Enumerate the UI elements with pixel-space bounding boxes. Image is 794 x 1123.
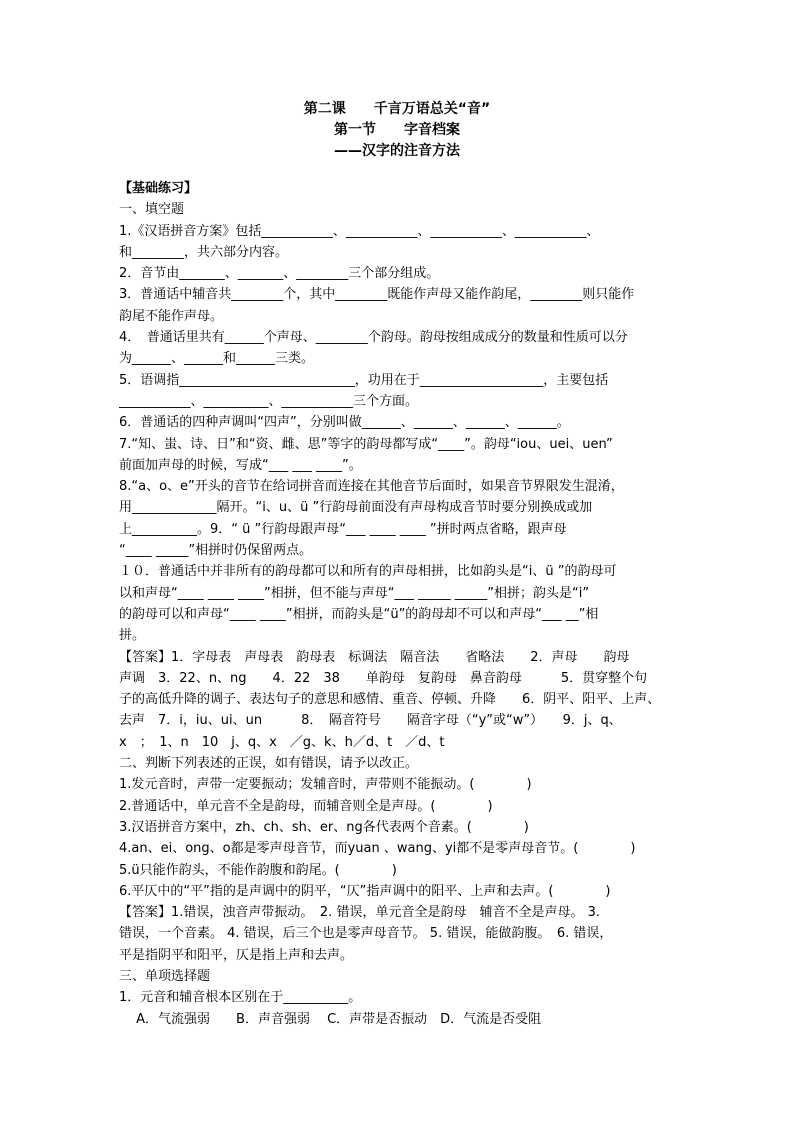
text-line: 的韵母可以和声母“____ ____”相拼，而韵头是“ü”的韵母却不可以和声母“___ __”相 — [119, 606, 599, 622]
text-line: 上__________。9．“ ü ”行韵母跟声母“___ ____ ____ ”拼时两点省略，跟声母 — [119, 521, 567, 537]
text-line: 和________，共六部分内容。 — [119, 244, 289, 260]
text-line: １０．普通话中并非所有的韵母都可以和所有的声母相拼，比如韵头是“i、ü ”的韵母可 — [119, 564, 617, 580]
text-line: 三、单项选择题 — [119, 968, 211, 984]
text-line: 平是指阴平和阳平，仄是指上声和去声。 — [119, 947, 354, 963]
text-line: 5．语调指___________________________，功用在于___________________，主要包括 — [119, 372, 609, 388]
text-line: 用_____________隔开。“i、u、ü ”行韵母前面没有声母构成音节时要分别换成或加 — [119, 500, 593, 516]
text-line: 3．普通话中辅音共________个，其中________既能作声母又能作韵尾，________则只能作 — [119, 287, 635, 303]
text-line: 【答案】1．字母表 声母表 韵母表 标调法 隔音法 省略法 2．声母 韵母 — [119, 649, 630, 665]
text-line: 一、填空题 — [119, 202, 185, 218]
text-line: ___________、__________、___________三个方面。 — [119, 393, 419, 409]
text-line: 子的高低升降的调子、表达句子的意思和感情、重音、停顿、升降 6．阴平、阳平、上声、 — [119, 692, 661, 708]
text-line: 二、判断下列表述的正误，如有错误，请予以改正。 — [119, 756, 419, 772]
section-title: 第一节 字音档案 — [334, 122, 460, 138]
text-line: “____ _____”相拼时仍保留两点。 — [119, 543, 313, 559]
text-line: 2．音节由_______、_______、________三个部分组成。 — [119, 266, 440, 282]
text-line: 【基础练习】 — [119, 181, 198, 196]
text-line: 1.发元音时，声带一定要振动；发辅音时，声带则不能振动。( ) — [119, 777, 532, 793]
text-line: 4.an、ei、ong、o都是零声母音节，而yuan 、wang、yi都不是零声母音节。( ) — [119, 841, 636, 857]
text-line: 6.平仄中的“平”指的是声调中的阴平，“仄”指声调中的阳平、上声和去声。( ) — [119, 883, 611, 899]
text-line: 韵尾不能作声母。 — [119, 308, 224, 324]
text-line: 【答案】1.错误，浊音声带振动。 2. 错误，单元音全是韵母 辅音不全是声母。 3. — [119, 905, 600, 921]
exercise-body — [119, 178, 679, 1030]
lesson-titles — [0, 99, 794, 162]
lesson-title: 第二课 千言万语总关“音” — [303, 101, 491, 117]
text-line: 5.ü只能作韵头，不能作韵腹和韵尾。( ) — [119, 862, 397, 878]
text-line: x ； 1、n 10 j、q、x ／g、k、h／d、t ／d、t — [119, 734, 445, 750]
text-line: 3.汉语拼音方案中，zh、ch、sh、er、ng各代表两个音素。( ) — [119, 819, 529, 835]
text-line: 前面加声母的时候，写成“___ ___ ____”。 — [119, 457, 362, 473]
text-line: 8.“a、o、e”开头的音节在给词拼音而连接在其他音节后面时，如果音节界限发生混淆， — [119, 479, 624, 495]
section-subtitle: ——汉字的注音方法 — [334, 143, 460, 159]
text-line: 错误，一个音素。 4. 错误，后三个也是零声母音节。 5. 错误，能做韵腹。 6. 错误， — [119, 926, 613, 942]
text-line: 1.《汉语拼音方案》包括___________、___________、___________、___________、 — [119, 223, 600, 239]
text-line: 为______、______和______三类。 — [119, 351, 315, 367]
text-line: 4． 普通话里共有______个声母、________个韵母。韵母按组成成分的数量和性质可以分 — [119, 330, 628, 346]
text-line: 拼。 — [119, 628, 146, 644]
text-line: A．气流强弱 B．声音强弱 C．声带是否振动 D．气流是否受阻 — [119, 1011, 542, 1027]
text-line: 7.“知、蚩、诗、日”和“资、雌、思”等字的韵母都写成“____”。韵母“iou、uei、uen” — [119, 436, 613, 452]
text-line: 以和声母“____ ____ ____”相拼，但不能与声母“___ _____ _____”相拼；韵头是“i” — [119, 585, 590, 601]
text-line: 2.普通话中，单元音不全是韵母，而辅音则全是声母。( ) — [119, 798, 493, 814]
text-line: 6．普通话的四种声调叫“四声”，分别叫做______、______、______、______。 — [119, 415, 570, 431]
text-line: 声调 3．22、n、ng 4．22 38 单韵母 复韵母 鼻音韵母 5．贯穿整个句 — [119, 670, 648, 686]
text-line: 1．元音和辅音根本区别在于__________。 — [119, 990, 362, 1006]
text-line: 去声 7．i，iu、ui、un 8． 隔音符号 隔音字母（“y”或“w”） 9．j、q、 — [119, 713, 622, 729]
